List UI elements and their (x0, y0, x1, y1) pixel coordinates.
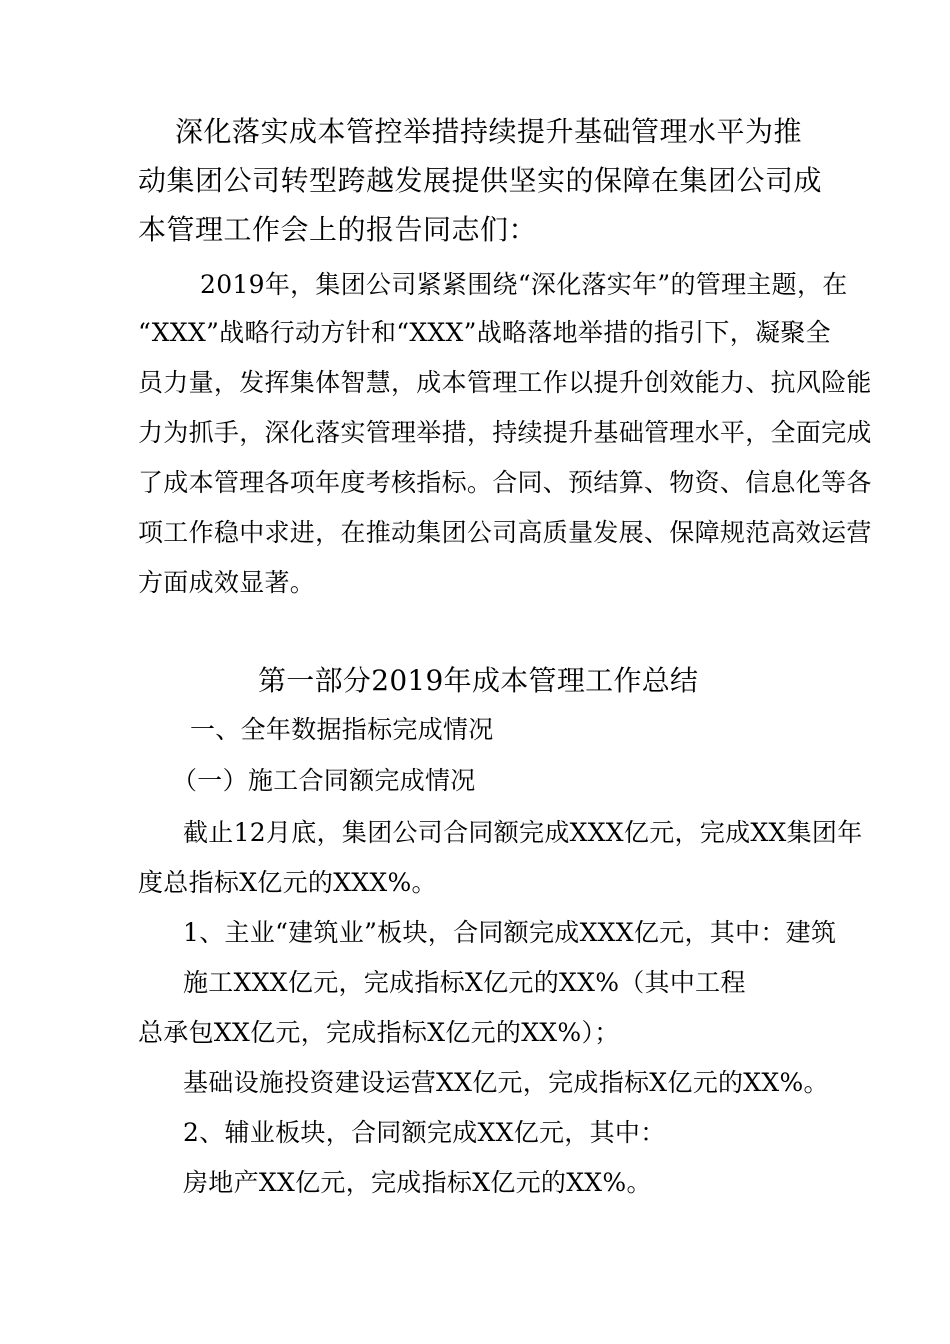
part-heading: 第一部分2019年成本管理工作总结 (258, 664, 699, 697)
section-heading: 一、全年数据指标完成情况 (190, 715, 494, 744)
subsection-heading: （一）施工合同额完成情况 (172, 766, 476, 795)
intro-line-5: 了成本管理各项年度考核指标。合同、预结算、物资、信息化等各 (138, 468, 872, 497)
body-line-2: 度总指标X亿元的XXX%。 (138, 868, 437, 897)
body-line-6: 基础设施投资建设运营XX亿元，完成指标X亿元的XX%。 (183, 1068, 829, 1097)
intro-line-3: 员力量，发挥集体智慧，成本管理工作以提升创效能力、抗风险能 (138, 368, 872, 397)
body-line-8: 房地产XX亿元，完成指标X亿元的XX%。 (183, 1168, 652, 1197)
title-line-1: 深化落实成本管控举措持续提升基础管理水平为推 (175, 115, 803, 148)
intro-line-6: 项工作稳中求进，在推动集团公司高质量发展、保障规范高效运营 (138, 518, 872, 547)
body-line-1: 截止12月底，集团公司合同额完成XXX亿元，完成XX集团年 (183, 818, 863, 847)
body-line-3: 1、主业“建筑业”板块，合同额完成XXX亿元，其中：建筑 (183, 918, 837, 947)
intro-line-7: 方面成效显著。 (138, 568, 316, 597)
title-line-3: 本管理工作会上的报告同志们： (138, 213, 538, 246)
body-line-5: 总承包XX亿元，完成指标X亿元的XX%）； (138, 1018, 620, 1047)
intro-line-2: “XXX”战略行动方针和“XXX”战略落地举措的指引下，凝聚全 (138, 318, 831, 347)
body-line-7: 2、辅业板块，合同额完成XX亿元，其中： (183, 1118, 666, 1147)
intro-line-4: 力为抓手，深化落实管理举措，持续提升基础管理水平，全面完成 (138, 418, 872, 447)
title-line-2: 动集团公司转型跨越发展提供坚实的保障在集团公司成 (138, 164, 823, 197)
intro-line-1: 2019年，集团公司紧紧围绕“深化落实年”的管理主题，在 (200, 270, 848, 299)
body-line-4: 施工XXX亿元，完成指标X亿元的XX%（其中工程 (183, 968, 746, 997)
